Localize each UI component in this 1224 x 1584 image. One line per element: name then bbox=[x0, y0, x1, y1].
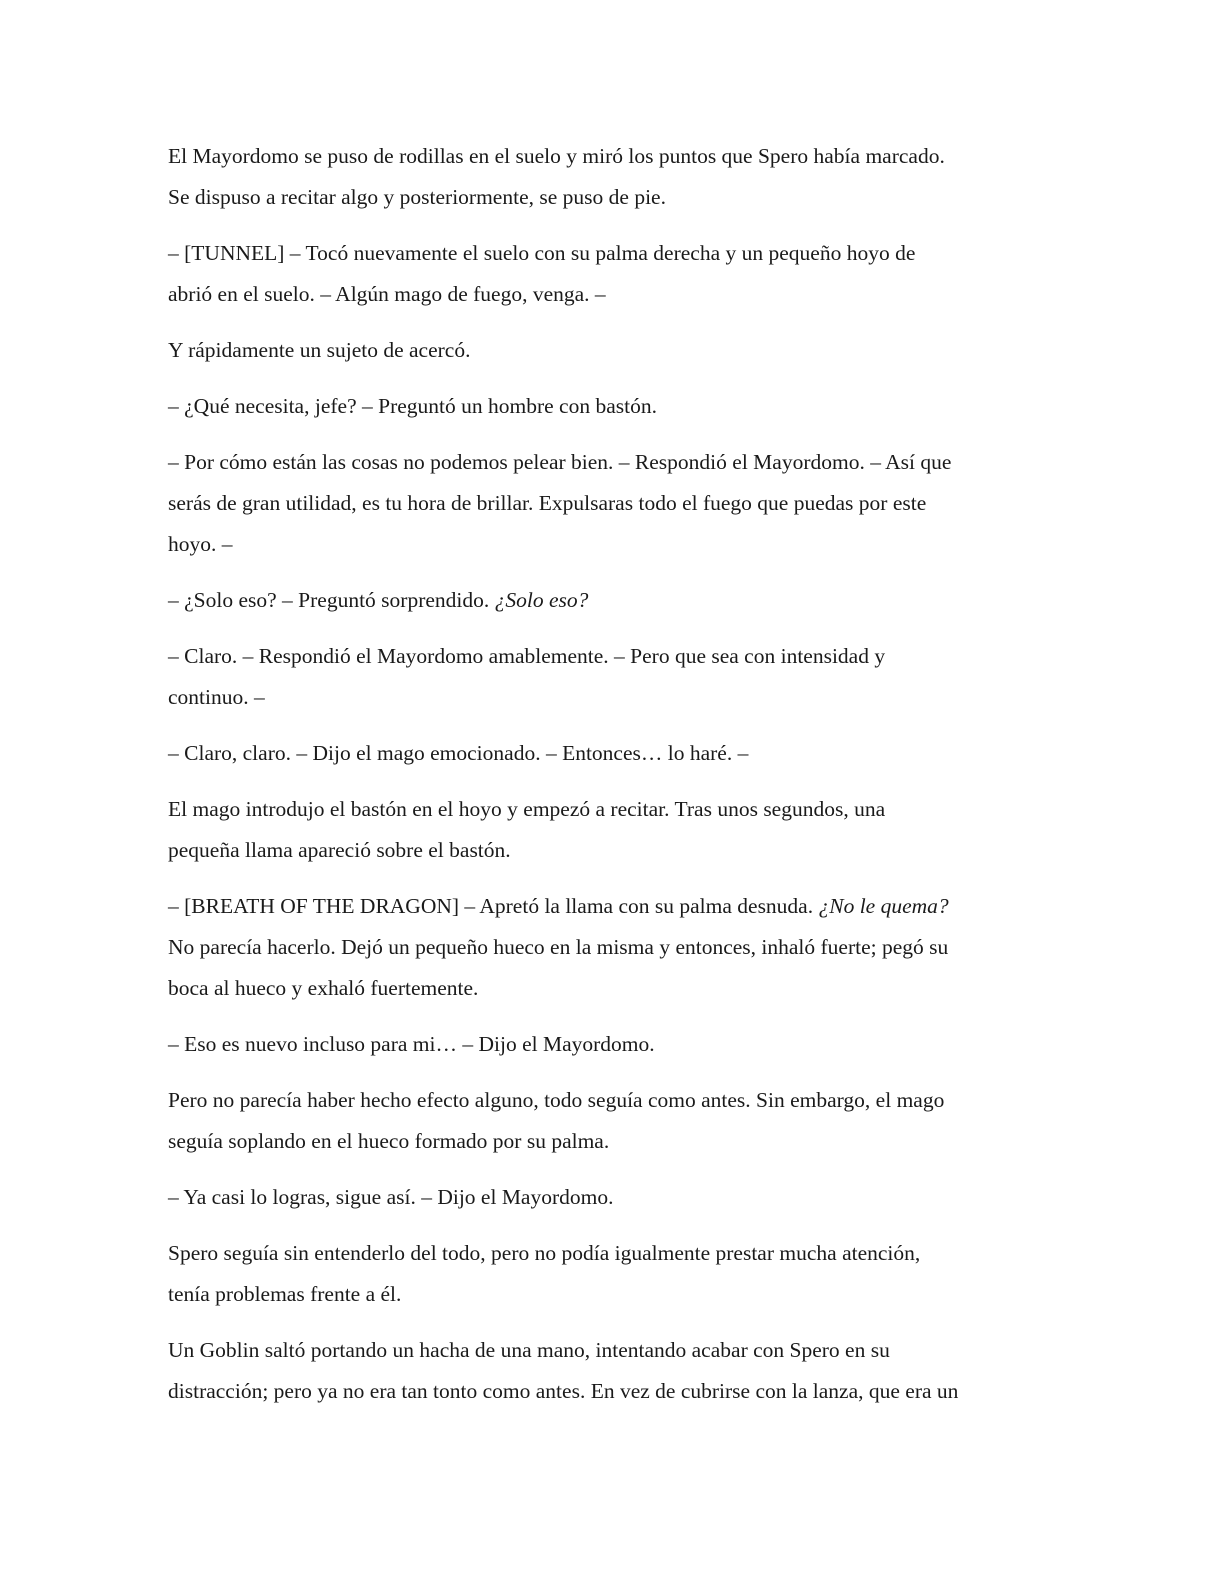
paragraph bbox=[168, 442, 1048, 565]
text-segment: – Eso es nuevo incluso para mi… – Dijo el Mayordomo. bbox=[168, 1032, 655, 1056]
paragraph bbox=[168, 636, 1048, 718]
text-segment: Se dispuso a recitar algo y posteriormente, se puso de pie. bbox=[168, 185, 666, 209]
text-line bbox=[168, 274, 1048, 315]
text-segment: continuo. – bbox=[168, 685, 265, 709]
paragraph bbox=[168, 1330, 1048, 1412]
paragraph bbox=[168, 733, 1048, 774]
text-line bbox=[168, 1177, 1048, 1218]
paragraph bbox=[168, 1080, 1048, 1162]
text-segment: – [BREATH OF THE DRAGON] – Apretó la llama con su palma desnuda. bbox=[168, 894, 819, 918]
italic-thought: ¿No le quema? bbox=[818, 894, 949, 918]
text-segment: Un Goblin saltó portando un hacha de una mano, intentando acabar con Spero en su bbox=[168, 1338, 890, 1362]
text-line bbox=[168, 580, 1048, 621]
text-segment: tenía problemas frente a él. bbox=[168, 1282, 402, 1306]
paragraph bbox=[168, 580, 1048, 621]
paragraph bbox=[168, 233, 1048, 315]
text-segment: abrió en el suelo. – Algún mago de fuego, venga. – bbox=[168, 282, 606, 306]
paragraph bbox=[168, 330, 1048, 371]
text-line bbox=[168, 1121, 1048, 1162]
text-segment: Pero no parecía haber hecho efecto alguno, todo seguía como antes. Sin embargo, el mago bbox=[168, 1088, 945, 1112]
paragraph bbox=[168, 886, 1048, 1009]
text-line bbox=[168, 1330, 1048, 1371]
paragraph bbox=[168, 789, 1048, 871]
document-page bbox=[168, 136, 1048, 1427]
paragraph bbox=[168, 136, 1048, 218]
text-line bbox=[168, 789, 1048, 830]
text-segment: No parecía hacerlo. Dejó un pequeño hueco en la misma y entonces, inhaló fuerte; pegó su bbox=[168, 935, 949, 959]
text-segment: – ¿Qué necesita, jefe? – Preguntó un hombre con bastón. bbox=[168, 394, 657, 418]
text-line bbox=[168, 1080, 1048, 1121]
paragraph bbox=[168, 1024, 1048, 1065]
text-line bbox=[168, 968, 1048, 1009]
text-line bbox=[168, 677, 1048, 718]
text-line bbox=[168, 386, 1048, 427]
text-segment: – ¿Solo eso? – Preguntó sorprendido. bbox=[168, 588, 495, 612]
paragraph bbox=[168, 1233, 1048, 1315]
text-segment: – Claro, claro. – Dijo el mago emocionado. – Entonces… lo haré. – bbox=[168, 741, 749, 765]
text-segment: Spero seguía sin entenderlo del todo, pero no podía igualmente prestar mucha atención, bbox=[168, 1241, 921, 1265]
text-segment: seguía soplando en el hueco formado por su palma. bbox=[168, 1129, 610, 1153]
text-line bbox=[168, 177, 1048, 218]
text-segment: distracción; pero ya no era tan tonto como antes. En vez de cubrirse con la lanza, que era un bbox=[168, 1379, 959, 1403]
text-line bbox=[168, 1233, 1048, 1274]
paragraph bbox=[168, 386, 1048, 427]
text-segment: – [TUNNEL] – Tocó nuevamente el suelo con su palma derecha y un pequeño hoyo de bbox=[168, 241, 916, 265]
text-segment: hoyo. – bbox=[168, 532, 233, 556]
text-segment: Y rápidamente un sujeto de acercó. bbox=[168, 338, 471, 362]
text-line bbox=[168, 524, 1048, 565]
text-segment: – Claro. – Respondió el Mayordomo amablemente. – Pero que sea con intensidad y bbox=[168, 644, 886, 668]
text-line bbox=[168, 483, 1048, 524]
text-line bbox=[168, 1024, 1048, 1065]
text-line bbox=[168, 636, 1048, 677]
text-segment: serás de gran utilidad, es tu hora de brillar. Expulsaras todo el fuego que puedas por este bbox=[168, 491, 927, 515]
text-line bbox=[168, 136, 1048, 177]
text-line bbox=[168, 927, 1048, 968]
text-line bbox=[168, 886, 1048, 927]
text-line bbox=[168, 330, 1048, 371]
text-segment: boca al hueco y exhaló fuertemente. bbox=[168, 976, 479, 1000]
paragraph bbox=[168, 1177, 1048, 1218]
text-segment: – Ya casi lo logras, sigue así. – Dijo el Mayordomo. bbox=[168, 1185, 614, 1209]
text-line bbox=[168, 1371, 1048, 1412]
italic-thought: ¿Solo eso? bbox=[494, 588, 589, 612]
text-segment: El mago introdujo el bastón en el hoyo y empezó a recitar. Tras unos segundos, una bbox=[168, 797, 886, 821]
text-line bbox=[168, 442, 1048, 483]
text-segment: El Mayordomo se puso de rodillas en el suelo y miró los puntos que Spero había marcado. bbox=[168, 144, 945, 168]
text-line bbox=[168, 1274, 1048, 1315]
text-segment: pequeña llama apareció sobre el bastón. bbox=[168, 838, 511, 862]
text-line bbox=[168, 830, 1048, 871]
text-segment: – Por cómo están las cosas no podemos pelear bien. – Respondió el Mayordomo. – Así que bbox=[168, 450, 952, 474]
text-line bbox=[168, 233, 1048, 274]
text-line bbox=[168, 733, 1048, 774]
